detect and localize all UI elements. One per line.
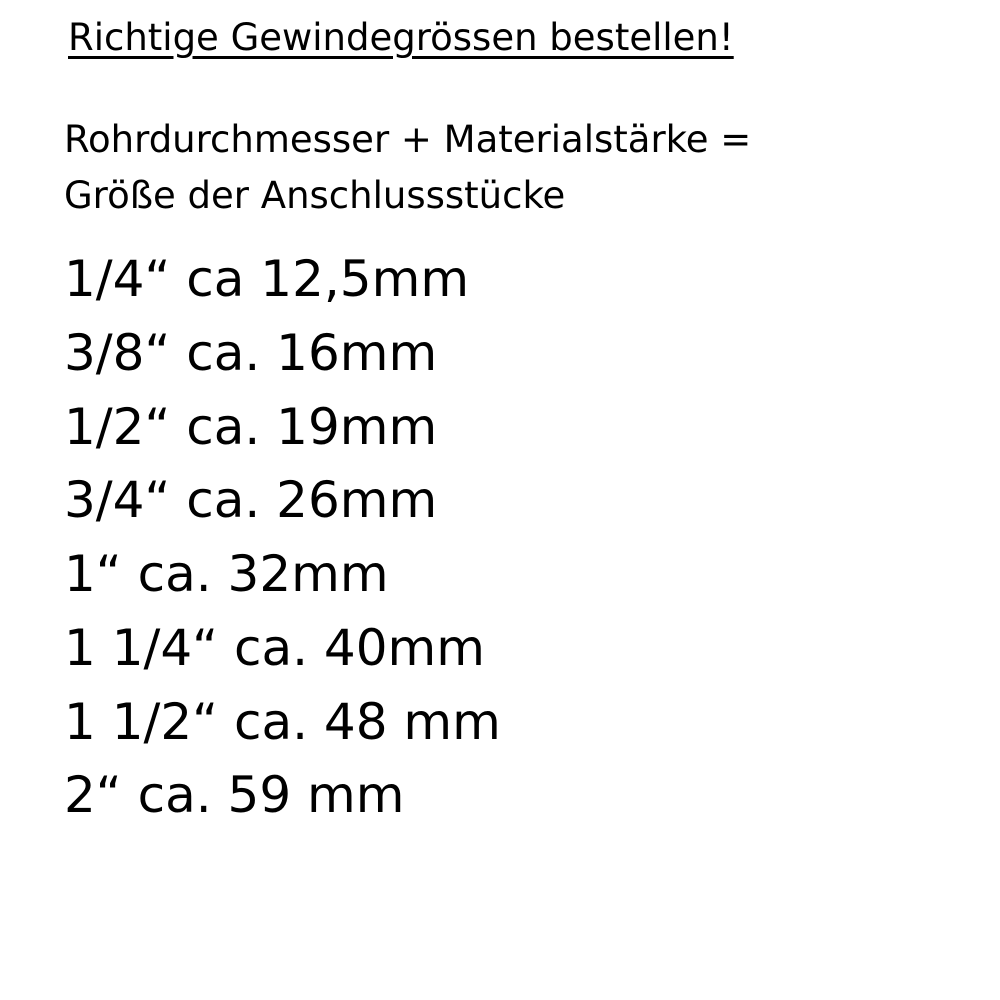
list-item: 3/8“ ca. 16mm — [64, 323, 438, 382]
list-item: 2“ ca. 59 mm — [64, 766, 405, 825]
list-item: 1“ ca. 32mm — [64, 545, 389, 603]
list-item: 1 1/2“ ca. 48 mm — [64, 692, 501, 751]
intro-line-1: Rohrdurchmesser + Materialstärke = — [64, 118, 752, 161]
list-item: 1/2“ ca. 19mm — [64, 397, 438, 456]
thread-size-list — [64, 243, 501, 833]
list-item: 1 1/4“ ca. 40mm — [64, 618, 485, 677]
page-title: Richtige Gewindegrössen bestellen! — [68, 16, 734, 59]
list-item: 3/4“ ca. 26mm — [64, 471, 438, 530]
list-item: 1/4“ ca 12,5mm — [64, 250, 470, 308]
intro-text — [64, 112, 964, 224]
intro-line-2: Größe der Anschlussstücke — [64, 174, 566, 218]
